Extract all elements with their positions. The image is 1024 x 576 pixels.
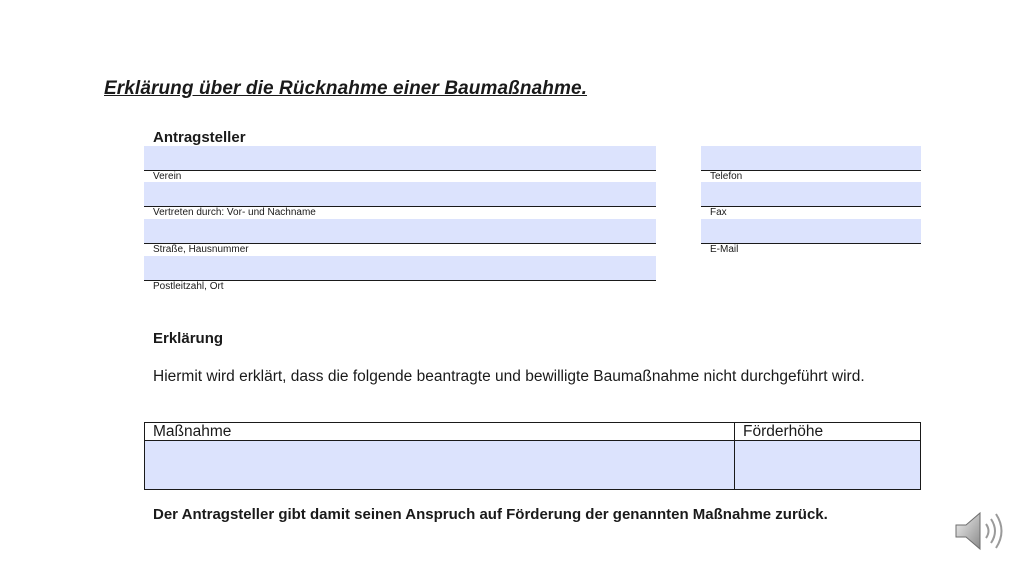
email-field[interactable]: [701, 219, 921, 244]
declaration-title: Erklärung: [153, 330, 224, 347]
measure-cell[interactable]: [145, 441, 735, 489]
applicant-title: Antragsteller: [153, 129, 246, 146]
table-header-measure: Maßnahme: [145, 423, 735, 441]
email-label: E-Mail: [710, 244, 739, 255]
funding-cell[interactable]: [735, 441, 920, 489]
closing-statement: Der Antragsteller gibt damit seinen Anspruch auf Förderung der genannten Maßnahme zurück.: [153, 506, 828, 523]
fax-label: Fax: [710, 207, 727, 218]
street-field[interactable]: [144, 219, 656, 244]
verein-label: Verein: [153, 171, 182, 182]
declaration-text: Hiermit wird erklärt, dass die folgende beantragte und bewilligte Baumaßnahme nicht durchgeführt wird.: [153, 368, 865, 385]
representative-field[interactable]: [144, 182, 656, 207]
speaker-icon[interactable]: [952, 507, 1008, 555]
postal-city-field[interactable]: [144, 256, 656, 281]
measure-table: [144, 422, 921, 490]
table-header-funding: Förderhöhe: [735, 423, 920, 441]
heading: Erklärung über die Rücknahme einer Baumaßnahme.: [104, 78, 588, 99]
verein-field[interactable]: [144, 146, 656, 171]
street-label: Straße, Hausnummer: [153, 244, 249, 255]
phone-label: Telefon: [710, 171, 743, 182]
postal-city-label: Postleitzahl, Ort: [153, 281, 224, 292]
fax-field[interactable]: [701, 182, 921, 207]
phone-field[interactable]: [701, 146, 921, 171]
representative-label: Vertreten durch: Vor- und Nachname: [153, 207, 316, 218]
